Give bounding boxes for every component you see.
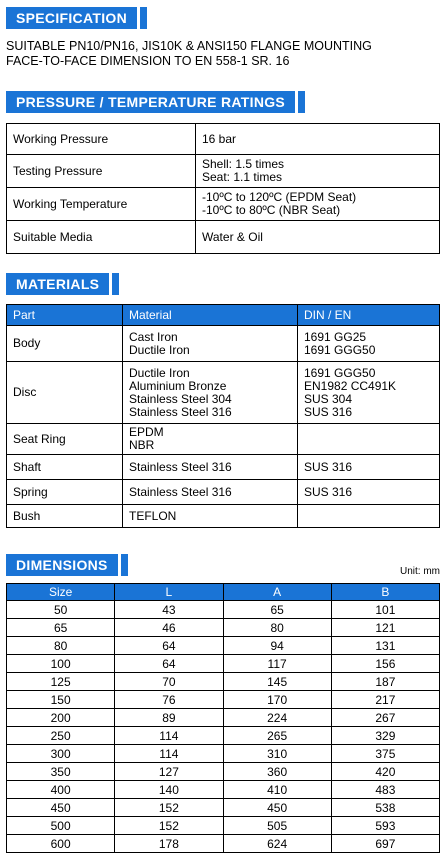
dimension-cell: 500	[7, 817, 115, 835]
dimension-cell: 156	[331, 655, 439, 673]
dimension-cell: 217	[331, 691, 439, 709]
dimension-cell: 64	[115, 655, 223, 673]
dimension-cell: 420	[331, 763, 439, 781]
din-line: SUS 316	[304, 459, 353, 474]
table-row	[7, 326, 440, 362]
dimension-cell: 410	[223, 781, 331, 799]
column-header: B	[331, 584, 439, 601]
material-cell	[123, 424, 298, 455]
din-cell	[298, 505, 440, 528]
dimension-cell: 121	[331, 619, 439, 637]
dimension-cell: 400	[7, 781, 115, 799]
dimensions-table	[6, 583, 440, 853]
dimension-cell: 624	[223, 835, 331, 853]
material-cell	[123, 505, 298, 528]
heading-accent	[112, 273, 119, 295]
table-row	[7, 505, 440, 528]
material-line: NBR	[129, 438, 155, 452]
material-line: Stainless Steel 316	[129, 404, 232, 419]
dimension-cell: 140	[115, 781, 223, 799]
dimension-cell: 46	[115, 619, 223, 637]
dimension-cell: 300	[7, 745, 115, 763]
dimension-cell: 65	[223, 601, 331, 619]
dimension-cell: 178	[115, 835, 223, 853]
dimension-cell: 114	[115, 727, 223, 745]
table-row	[7, 424, 440, 455]
part-cell: Body	[7, 326, 123, 362]
materials-table	[6, 304, 440, 528]
table-header-row	[7, 305, 440, 326]
material-cell	[123, 455, 298, 480]
dimension-cell: 50	[7, 601, 115, 619]
value-line: Shell: 1.5 times	[202, 157, 285, 171]
dimension-cell: 450	[7, 799, 115, 817]
dimension-cell: 76	[115, 691, 223, 709]
table-row	[7, 655, 440, 673]
din-line: SUS 316	[304, 404, 353, 419]
rating-value	[196, 188, 440, 221]
din-line: SUS 316	[304, 484, 353, 499]
part-cell: Spring	[7, 480, 123, 505]
ratings-heading	[6, 91, 305, 113]
dimension-cell: 80	[7, 637, 115, 655]
dimension-cell: 70	[115, 673, 223, 691]
table-row	[7, 727, 440, 745]
ratings-table	[6, 123, 440, 254]
table-row	[7, 691, 440, 709]
material-cell	[123, 362, 298, 424]
dimension-cell: 310	[223, 745, 331, 763]
material-cell	[123, 326, 298, 362]
specification-text	[6, 39, 372, 69]
dimension-cell: 100	[7, 655, 115, 673]
material-line: Stainless Steel 316	[129, 459, 232, 474]
din-line: 1691 GGG50	[304, 365, 376, 380]
table-row	[7, 637, 440, 655]
material-line: EPDM	[129, 425, 164, 439]
table-row	[7, 601, 440, 619]
column-header: A	[223, 584, 331, 601]
heading-accent	[140, 7, 147, 29]
dimension-cell: 43	[115, 601, 223, 619]
material-cell	[123, 480, 298, 505]
column-header: Material	[123, 305, 298, 326]
table-header-row	[7, 584, 440, 601]
dimension-cell: 187	[331, 673, 439, 691]
part-cell: Disc	[7, 362, 123, 424]
table-row	[7, 480, 440, 505]
section-title: SPECIFICATION	[6, 7, 137, 29]
din-line: 1691 GG25	[304, 329, 367, 344]
table-row	[7, 835, 440, 853]
dimension-cell: 101	[331, 601, 439, 619]
din-cell	[298, 424, 440, 455]
table-row	[7, 362, 440, 424]
dimension-cell: 152	[115, 817, 223, 835]
din-cell	[298, 480, 440, 505]
dimension-cell: 375	[331, 745, 439, 763]
din-cell	[298, 455, 440, 480]
dimension-cell: 697	[331, 835, 439, 853]
table-row	[7, 455, 440, 480]
din-cell	[298, 362, 440, 424]
value-line: Seat: 1.1 times	[202, 170, 283, 184]
dimension-cell: 538	[331, 799, 439, 817]
table-row	[7, 619, 440, 637]
dimension-cell: 224	[223, 709, 331, 727]
dimension-cell: 265	[223, 727, 331, 745]
specification-heading	[6, 7, 147, 29]
material-line: Aluminium Bronze	[129, 378, 227, 393]
dimension-cell: 360	[223, 763, 331, 781]
column-header: Size	[7, 584, 115, 601]
material-line: Cast Iron	[129, 329, 178, 344]
heading-accent	[121, 554, 128, 576]
dimensions-body	[7, 601, 440, 853]
value-line: Water & Oil	[202, 229, 263, 244]
section-title: MATERIALS	[6, 273, 109, 295]
value-line: -10ºC to 80ºC (NBR Seat)	[202, 203, 341, 217]
table-row	[7, 188, 440, 221]
material-line: Stainless Steel 304	[129, 391, 232, 406]
dimension-cell: 150	[7, 691, 115, 709]
din-line: SUS 304	[304, 391, 353, 406]
dimension-cell: 593	[331, 817, 439, 835]
table-row	[7, 709, 440, 727]
dimension-cell: 483	[331, 781, 439, 799]
dimension-cell: 65	[7, 619, 115, 637]
dimension-cell: 114	[115, 745, 223, 763]
din-line: 1691 GGG50	[304, 342, 376, 357]
dimensions-heading	[6, 554, 128, 576]
value-line: 16 bar	[202, 131, 237, 146]
column-header: Part	[7, 305, 123, 326]
table-row	[7, 673, 440, 691]
rating-value	[196, 124, 440, 155]
dimension-cell: 131	[331, 637, 439, 655]
dimension-cell: 64	[115, 637, 223, 655]
dimension-cell: 350	[7, 763, 115, 781]
spec-line: FACE-TO-FACE DIMENSION TO EN 558-1 SR. 16	[6, 54, 290, 68]
dimension-cell: 152	[115, 799, 223, 817]
din-line: EN1982 CC491K	[304, 378, 397, 393]
table-row	[7, 817, 440, 835]
unit-label: Unit: mm	[400, 566, 440, 577]
material-line: Stainless Steel 316	[129, 484, 232, 499]
section-title: DIMENSIONS	[6, 554, 118, 576]
table-row	[7, 799, 440, 817]
dimension-cell: 117	[223, 655, 331, 673]
part-cell: Seat Ring	[7, 424, 123, 455]
section-title: PRESSURE / TEMPERATURE RATINGS	[6, 91, 295, 113]
materials-heading	[6, 273, 119, 295]
material-line: TEFLON	[129, 508, 177, 523]
dimension-cell: 127	[115, 763, 223, 781]
dimension-cell: 250	[7, 727, 115, 745]
dimension-cell: 600	[7, 835, 115, 853]
table-row	[7, 124, 440, 155]
value-line: -10ºC to 120ºC (EPDM Seat)	[202, 190, 357, 204]
din-cell	[298, 326, 440, 362]
rating-label: Working Pressure	[7, 124, 196, 155]
dimension-cell: 170	[223, 691, 331, 709]
rating-value	[196, 155, 440, 188]
dimension-cell: 145	[223, 673, 331, 691]
dimension-cell: 267	[331, 709, 439, 727]
dimension-cell: 94	[223, 637, 331, 655]
table-row	[7, 221, 440, 254]
material-line: Ductile Iron	[129, 342, 190, 357]
column-header: DIN / EN	[298, 305, 440, 326]
dimension-cell: 89	[115, 709, 223, 727]
rating-label: Working Temperature	[7, 188, 196, 221]
table-row	[7, 763, 440, 781]
table-row	[7, 781, 440, 799]
dimension-cell: 505	[223, 817, 331, 835]
dimension-cell: 200	[7, 709, 115, 727]
spec-line: SUITABLE PN10/PN16, JIS10K & ANSI150 FLANGE MOUNTING	[6, 39, 372, 53]
part-cell: Shaft	[7, 455, 123, 480]
dimension-cell: 125	[7, 673, 115, 691]
heading-accent	[298, 91, 305, 113]
part-cell: Bush	[7, 505, 123, 528]
table-row	[7, 155, 440, 188]
dimension-cell: 329	[331, 727, 439, 745]
rating-label: Testing Pressure	[7, 155, 196, 188]
rating-value	[196, 221, 440, 254]
dimension-cell: 80	[223, 619, 331, 637]
table-row	[7, 745, 440, 763]
column-header: L	[115, 584, 223, 601]
material-line: Ductile Iron	[129, 365, 190, 380]
dimension-cell: 450	[223, 799, 331, 817]
rating-label: Suitable Media	[7, 221, 196, 254]
